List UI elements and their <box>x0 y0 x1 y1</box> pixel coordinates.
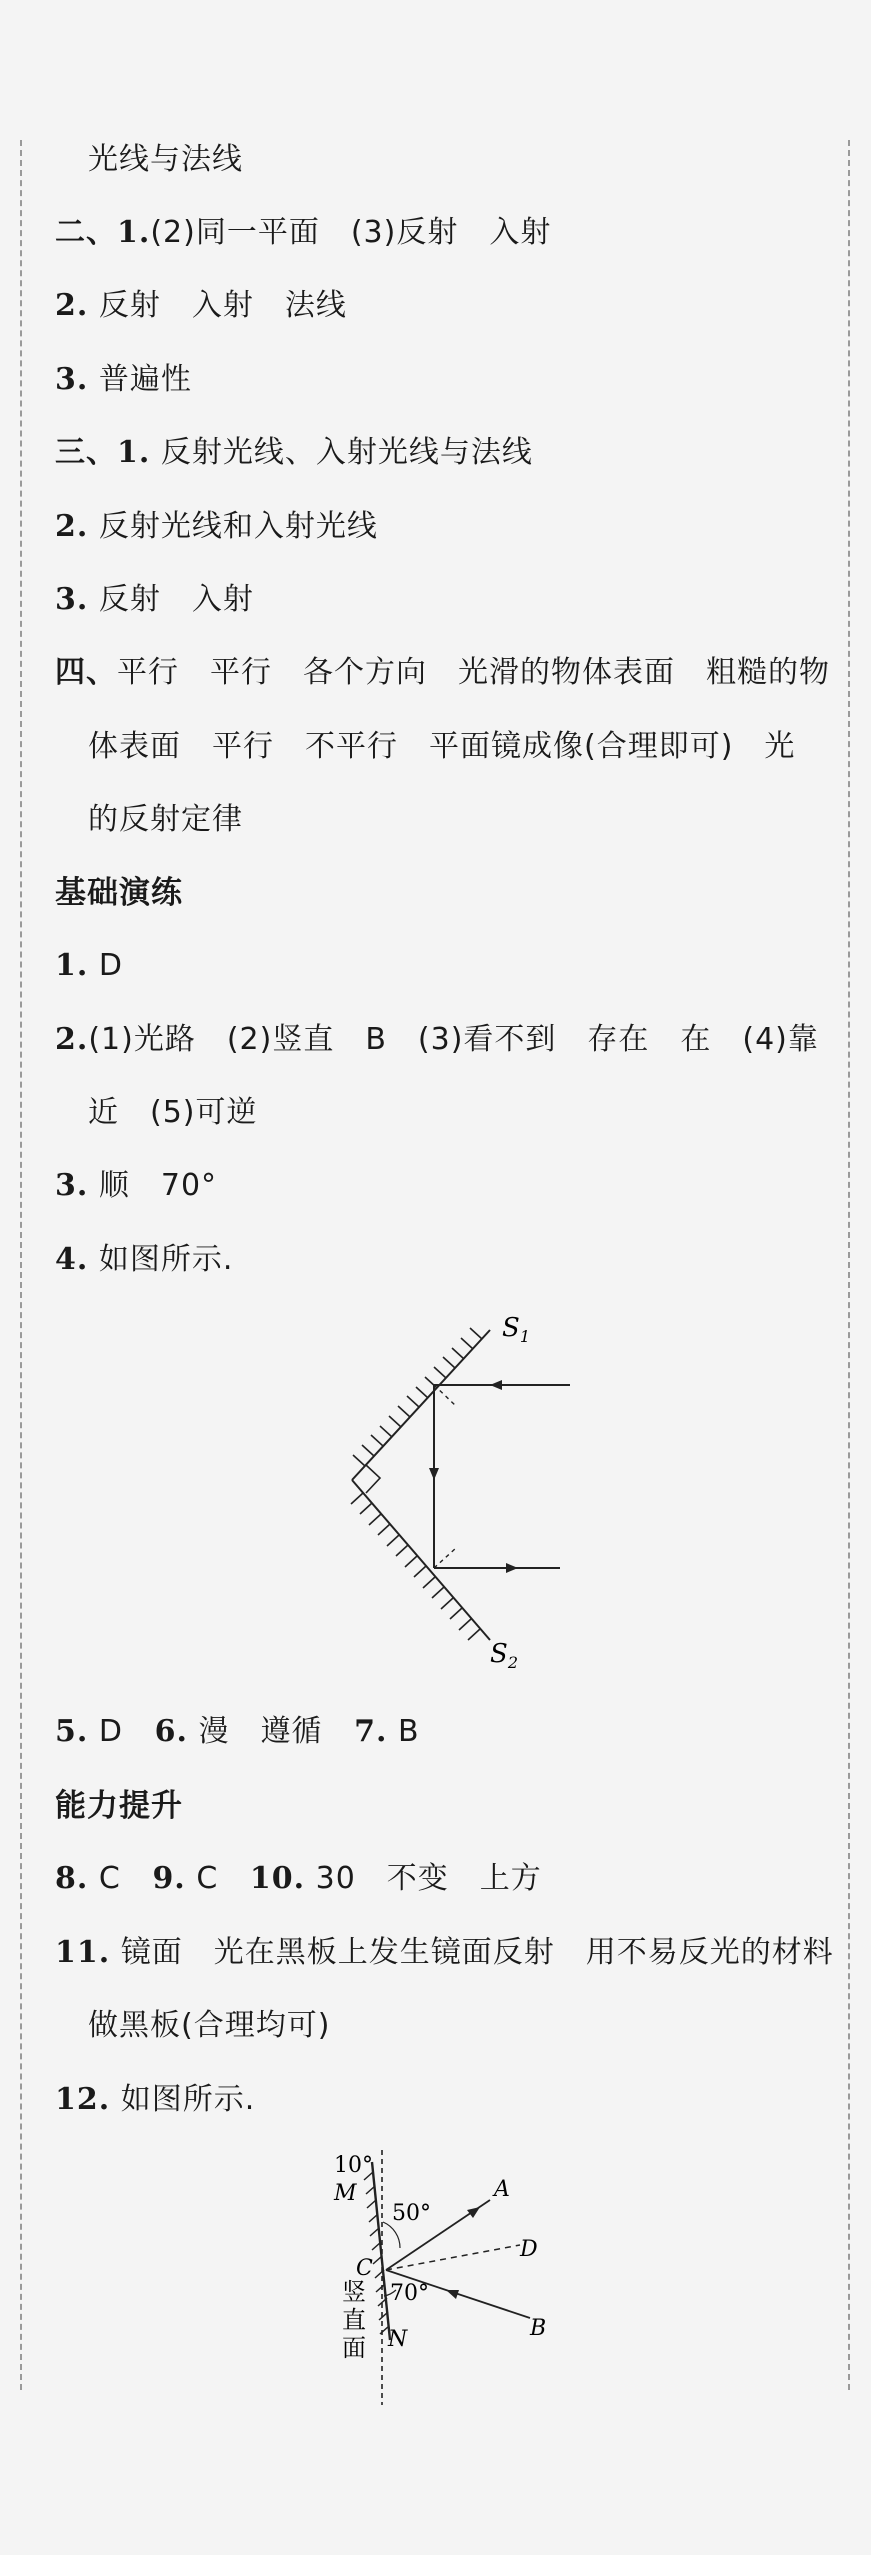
answer-line <box>55 1020 819 1060</box>
answer-line <box>55 213 551 253</box>
answer-label: 2. <box>55 509 89 544</box>
right-margin-dashed-line <box>848 140 850 2390</box>
answer-label: 5. <box>55 1714 89 1749</box>
answer-line <box>55 653 830 693</box>
answer-text: 体表面 平行 不平行 平面镜成像(合理即可) 光 <box>88 729 796 764</box>
answer-text: D <box>98 948 123 983</box>
answer-text: D <box>98 1714 123 1749</box>
answer-line <box>55 286 347 326</box>
answer-text: 反射光线和入射光线 <box>98 509 378 544</box>
label-vertical-char: 竖 <box>342 2278 366 2306</box>
section-title: 基础演练 <box>55 875 183 911</box>
answer-text: 平行 平行 各个方向 光滑的物体表面 粗糙的物 <box>117 655 830 690</box>
answer-label: 3. <box>55 362 89 397</box>
answer-line <box>88 1093 258 1133</box>
answer-line <box>55 433 533 473</box>
answer-text: 顺 70° <box>98 1168 218 1203</box>
answer-label: 6. <box>154 1714 188 1749</box>
label-c: C <box>356 2256 373 2281</box>
answer-label: 12. <box>55 2082 111 2117</box>
answer-label: 3. <box>55 582 89 617</box>
left-margin-dashed-line <box>20 140 22 2390</box>
answer-text: C <box>196 1861 219 1896</box>
answer-text: 做黑板(合理均可) <box>88 2008 331 2043</box>
label-b: B <box>530 2316 547 2341</box>
answer-label: 2. <box>55 1022 89 1057</box>
answer-text: (2)同一平面 (3)反射 入射 <box>150 215 552 250</box>
answer-text: 近 (5)可逆 <box>88 1095 258 1130</box>
answer-label: 三、1. <box>55 435 151 470</box>
answer-line <box>55 1859 542 1899</box>
label-vertical-char: 直 <box>342 2306 366 2334</box>
label-m: M <box>334 2181 357 2206</box>
label-a: A <box>494 2177 510 2202</box>
figure-mirrors-right-angle <box>330 1310 590 1690</box>
label-s2: $S_2$ <box>490 1639 518 1672</box>
answer-line <box>55 1166 217 1206</box>
label-vertical-char: 面 <box>342 2334 366 2362</box>
answer-text: (1)光路 (2)竖直 B (3)看不到 存在 在 (4)靠 <box>88 1022 819 1057</box>
angle-50-label: 50° <box>392 2201 431 2226</box>
answer-line <box>55 2080 255 2120</box>
answer-line <box>55 360 192 400</box>
answer-label: 4. <box>55 1242 89 1277</box>
answer-text: 反射 入射 <box>98 582 254 617</box>
answer-text: 光线与法线 <box>88 142 243 177</box>
answer-line <box>55 507 378 547</box>
answer-text: 的反射定律 <box>88 802 243 837</box>
answer-text: 如图所示. <box>98 1242 234 1277</box>
answer-text: 30 不变 上方 <box>315 1861 542 1896</box>
answer-line <box>88 2006 330 2046</box>
answer-label: 1. <box>55 948 89 983</box>
answer-label: 二、1. <box>55 215 151 250</box>
answer-text: 反射 入射 法线 <box>98 288 347 323</box>
answer-line <box>55 1933 834 1973</box>
answer-text: 镜面 光在黑板上发生镜面反射 用不易反光的材料 <box>120 1935 834 1970</box>
answer-text: B <box>397 1714 420 1749</box>
answer-line <box>55 1712 420 1752</box>
answer-label: 11. <box>55 1935 111 1970</box>
answer-text: 反射光线、入射光线与法线 <box>160 435 533 470</box>
answer-label: 9. <box>152 1861 186 1896</box>
label-s1: $S_1$ <box>502 1313 530 1346</box>
answer-label: 3. <box>55 1168 89 1203</box>
answer-label: 2. <box>55 288 89 323</box>
answer-line <box>55 946 123 986</box>
answer-label: 10. <box>249 1861 306 1896</box>
answer-label: 8. <box>55 1861 89 1896</box>
answer-label: 7. <box>354 1714 388 1749</box>
answer-text: 如图所示. <box>120 2082 256 2117</box>
answer-line <box>88 800 243 840</box>
answer-text: 漫 遵循 <box>198 1714 323 1749</box>
section-title: 能力提升 <box>55 1788 183 1824</box>
figure-vertical-mirror <box>320 2150 570 2410</box>
angle-70-label: 70° <box>390 2281 429 2306</box>
answer-line <box>88 140 243 180</box>
answer-label: 四、 <box>55 655 117 690</box>
angle-10-label: 10° <box>334 2153 373 2178</box>
answer-text: 普遍性 <box>98 362 192 397</box>
answer-text: C <box>98 1861 121 1896</box>
label-n: N <box>388 2327 408 2352</box>
answer-line <box>88 727 795 767</box>
label-d: D <box>520 2237 538 2262</box>
answer-line <box>55 1240 233 1280</box>
answer-line <box>55 580 254 620</box>
